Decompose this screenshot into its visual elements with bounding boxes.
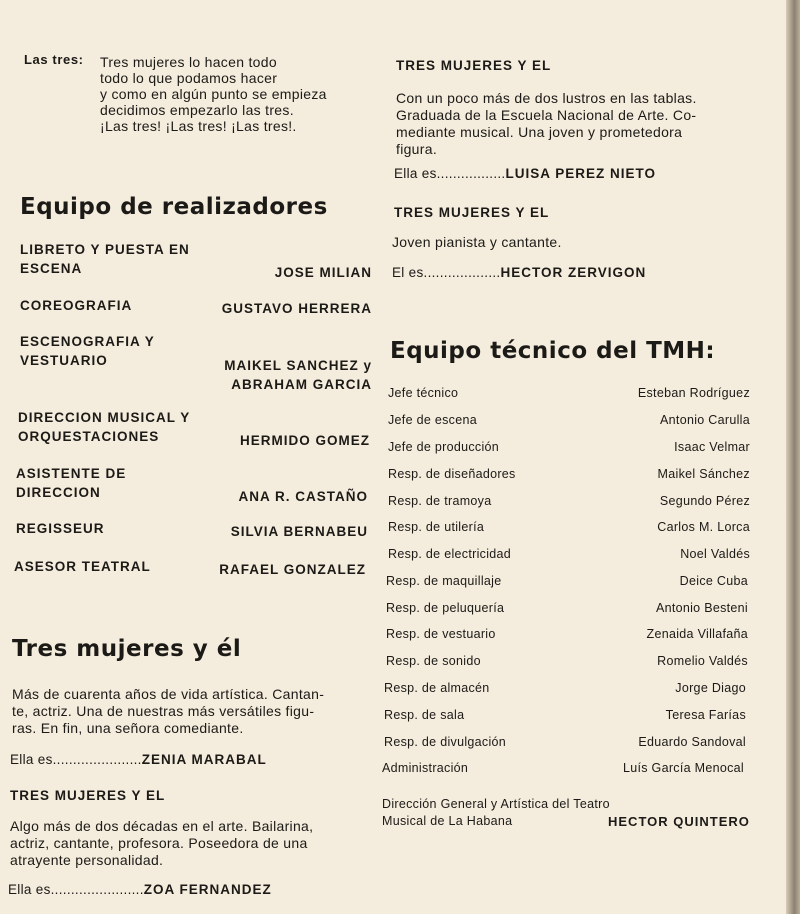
person-name: MAIKEL SANCHEZ y xyxy=(224,358,372,373)
role-text: Resp. de electricidad xyxy=(388,547,512,561)
description-line: Con un poco más de dos lustros en las tablas. xyxy=(396,90,697,106)
realizador-row xyxy=(20,296,372,318)
director-text: Musical de La Habana xyxy=(382,814,513,828)
director-name: HECTOR QUINTERO xyxy=(608,814,750,829)
person-name: Eduardo Sandoval xyxy=(638,735,746,749)
list-item xyxy=(388,386,750,406)
performer-name: ZOA FERNANDEZ xyxy=(143,882,272,897)
director-credit xyxy=(382,796,610,830)
credit-line xyxy=(10,752,267,767)
role-text: Resp. de divulgación xyxy=(384,735,507,749)
role-text: Administración xyxy=(382,761,469,775)
person-name: Antonio Besteni xyxy=(655,601,748,615)
list-item xyxy=(388,440,750,460)
person-name: Noel Valdés xyxy=(680,547,750,561)
description-line: ras. En fin, una señora comediante. xyxy=(12,720,244,736)
credit-line xyxy=(8,882,272,897)
person-name: Esteban Rodríguez xyxy=(637,386,750,400)
role-text: Resp. de sala xyxy=(384,708,465,722)
person-name: Maikel Sánchez xyxy=(657,467,750,481)
list-item xyxy=(382,761,744,781)
director-text: Dirección General y Artística del Teatro xyxy=(382,797,610,811)
list-item xyxy=(388,413,750,433)
role-text: Resp. de diseñadores xyxy=(388,467,516,481)
person-name: HERMIDO GOMEZ xyxy=(240,433,370,448)
role-text: ESCENOGRAFIA Y xyxy=(20,334,155,349)
role-text: DIRECCION xyxy=(16,485,101,500)
description-line: te, actriz. Una de nuestras más versátiles figu- xyxy=(12,703,315,719)
person-name: SILVIA BERNABEU xyxy=(230,524,368,539)
role-text: Resp. de tramoya xyxy=(388,494,492,508)
credit-prefix: Ella es....................... xyxy=(8,882,144,897)
person-name: RAFAEL GONZALEZ xyxy=(219,562,366,577)
person-name: ANA R. CASTAÑO xyxy=(238,489,368,504)
role-text: Jefe de producción xyxy=(388,440,500,454)
person-name: Segundo Pérez xyxy=(659,494,750,508)
performer-name: ZENIA MARABAL xyxy=(141,752,267,767)
role-text: DIRECCION MUSICAL Y xyxy=(18,410,191,425)
description-line: actriz, cantante, profesora. Poseedora de una xyxy=(10,835,308,851)
list-item xyxy=(386,574,748,594)
list-item xyxy=(384,681,746,701)
zenia-description xyxy=(12,686,324,737)
role-text: Resp. de maquillaje xyxy=(386,574,502,588)
role-text: Resp. de utilería xyxy=(388,520,485,534)
hector-description xyxy=(392,234,562,250)
list-item xyxy=(384,735,746,755)
role-text: COREOGRAFIA xyxy=(20,298,133,313)
zoa-description xyxy=(10,818,313,869)
role-text: Resp. de vestuario xyxy=(386,627,496,641)
credit-prefix: Ella es................. xyxy=(394,166,506,181)
subheading: TRES MUJERES Y EL xyxy=(394,205,550,220)
person-name: Zenaida Villafaña xyxy=(646,627,748,641)
realizadores-heading: Equipo de realizadores xyxy=(20,194,328,220)
description-line: figura. xyxy=(396,141,438,157)
description-line: Joven pianista y cantante. xyxy=(392,234,562,250)
subheading: TRES MUJERES Y EL xyxy=(10,788,166,803)
realizador-row xyxy=(14,557,366,579)
list-item xyxy=(386,601,748,621)
description-line: mediante musical. Una joven y prometedora xyxy=(396,124,683,140)
list-item xyxy=(386,654,748,674)
person-name: Isaac Velmar xyxy=(674,440,750,454)
person-name: JOSE MILIAN xyxy=(274,265,372,280)
list-item xyxy=(388,467,750,487)
role-text: ESCENA xyxy=(20,261,83,276)
realizador-row xyxy=(20,332,372,392)
role-text: VESTUARIO xyxy=(20,353,108,368)
person-name: Deice Cuba xyxy=(679,574,748,588)
role-text: Jefe de escena xyxy=(388,413,477,427)
realizador-row xyxy=(16,464,368,504)
page-binding-edge xyxy=(786,0,800,914)
role-text: ASISTENTE DE xyxy=(16,466,127,481)
realizador-row xyxy=(18,408,370,448)
intro-line: y como en algún punto se empieza xyxy=(100,86,327,102)
person-name: Romelio Valdés xyxy=(657,654,748,668)
list-item xyxy=(388,547,750,567)
intro-label: Las tres: xyxy=(24,52,84,67)
credit-prefix: El es................... xyxy=(392,265,501,280)
person-name: Jorge Diago xyxy=(675,681,746,695)
role-text: REGISSEUR xyxy=(16,521,105,536)
person-name: ABRAHAM GARCIA xyxy=(231,377,372,392)
person-name: Luís García Menocal xyxy=(622,761,744,775)
credit-prefix: Ella es...................... xyxy=(10,752,142,767)
description-line: Más de cuarenta años de vida artística. Cantan- xyxy=(12,686,325,702)
description-line: Algo más de dos décadas en el arte. Bailarina, xyxy=(10,818,314,834)
luisa-description xyxy=(396,90,697,158)
role-text: ORQUESTACIONES xyxy=(18,429,160,444)
person-name: Teresa Farías xyxy=(665,708,746,722)
role-text: LIBRETO Y PUESTA EN xyxy=(20,242,190,257)
list-item xyxy=(386,627,748,647)
description-line: atrayente personalidad. xyxy=(10,852,164,868)
intro-line: Tres mujeres lo hacen todo xyxy=(100,54,277,70)
tecnico-list xyxy=(382,386,750,786)
performer-name: HECTOR ZERVIGON xyxy=(500,265,647,280)
subheading: TRES MUJERES Y EL xyxy=(396,58,552,73)
intro-line: ¡Las tres! ¡Las tres! ¡Las tres!. xyxy=(100,118,297,134)
role-text: Resp. de peluquería xyxy=(386,601,505,615)
person-name: Carlos M. Lorca xyxy=(657,520,750,534)
performer-name: LUISA PEREZ NIETO xyxy=(505,166,657,181)
realizador-row xyxy=(20,240,372,280)
list-item xyxy=(384,708,746,728)
list-item xyxy=(388,494,750,514)
description-line: Graduada de la Escuela Nacional de Arte. Co- xyxy=(396,107,697,123)
intro-line: todo lo que podamos hacer xyxy=(100,70,278,86)
role-text: Jefe técnico xyxy=(388,386,459,400)
person-name: GUSTAVO HERRERA xyxy=(221,301,372,316)
role-text: Resp. de almacén xyxy=(384,681,490,695)
list-item xyxy=(388,520,750,540)
person-name: Antonio Carulla xyxy=(660,413,750,427)
intro-line: decidimos empezarlo las tres. xyxy=(100,102,294,118)
credit-line xyxy=(392,265,646,280)
credit-line xyxy=(394,166,656,181)
role-text: ASESOR TEATRAL xyxy=(14,559,151,574)
tres-mujeres-heading: Tres mujeres y él xyxy=(12,636,242,662)
intro-poem xyxy=(100,54,327,134)
role-text: Resp. de sonido xyxy=(386,654,481,668)
tecnico-heading: Equipo técnico del TMH: xyxy=(390,338,716,364)
realizador-row xyxy=(16,519,368,541)
